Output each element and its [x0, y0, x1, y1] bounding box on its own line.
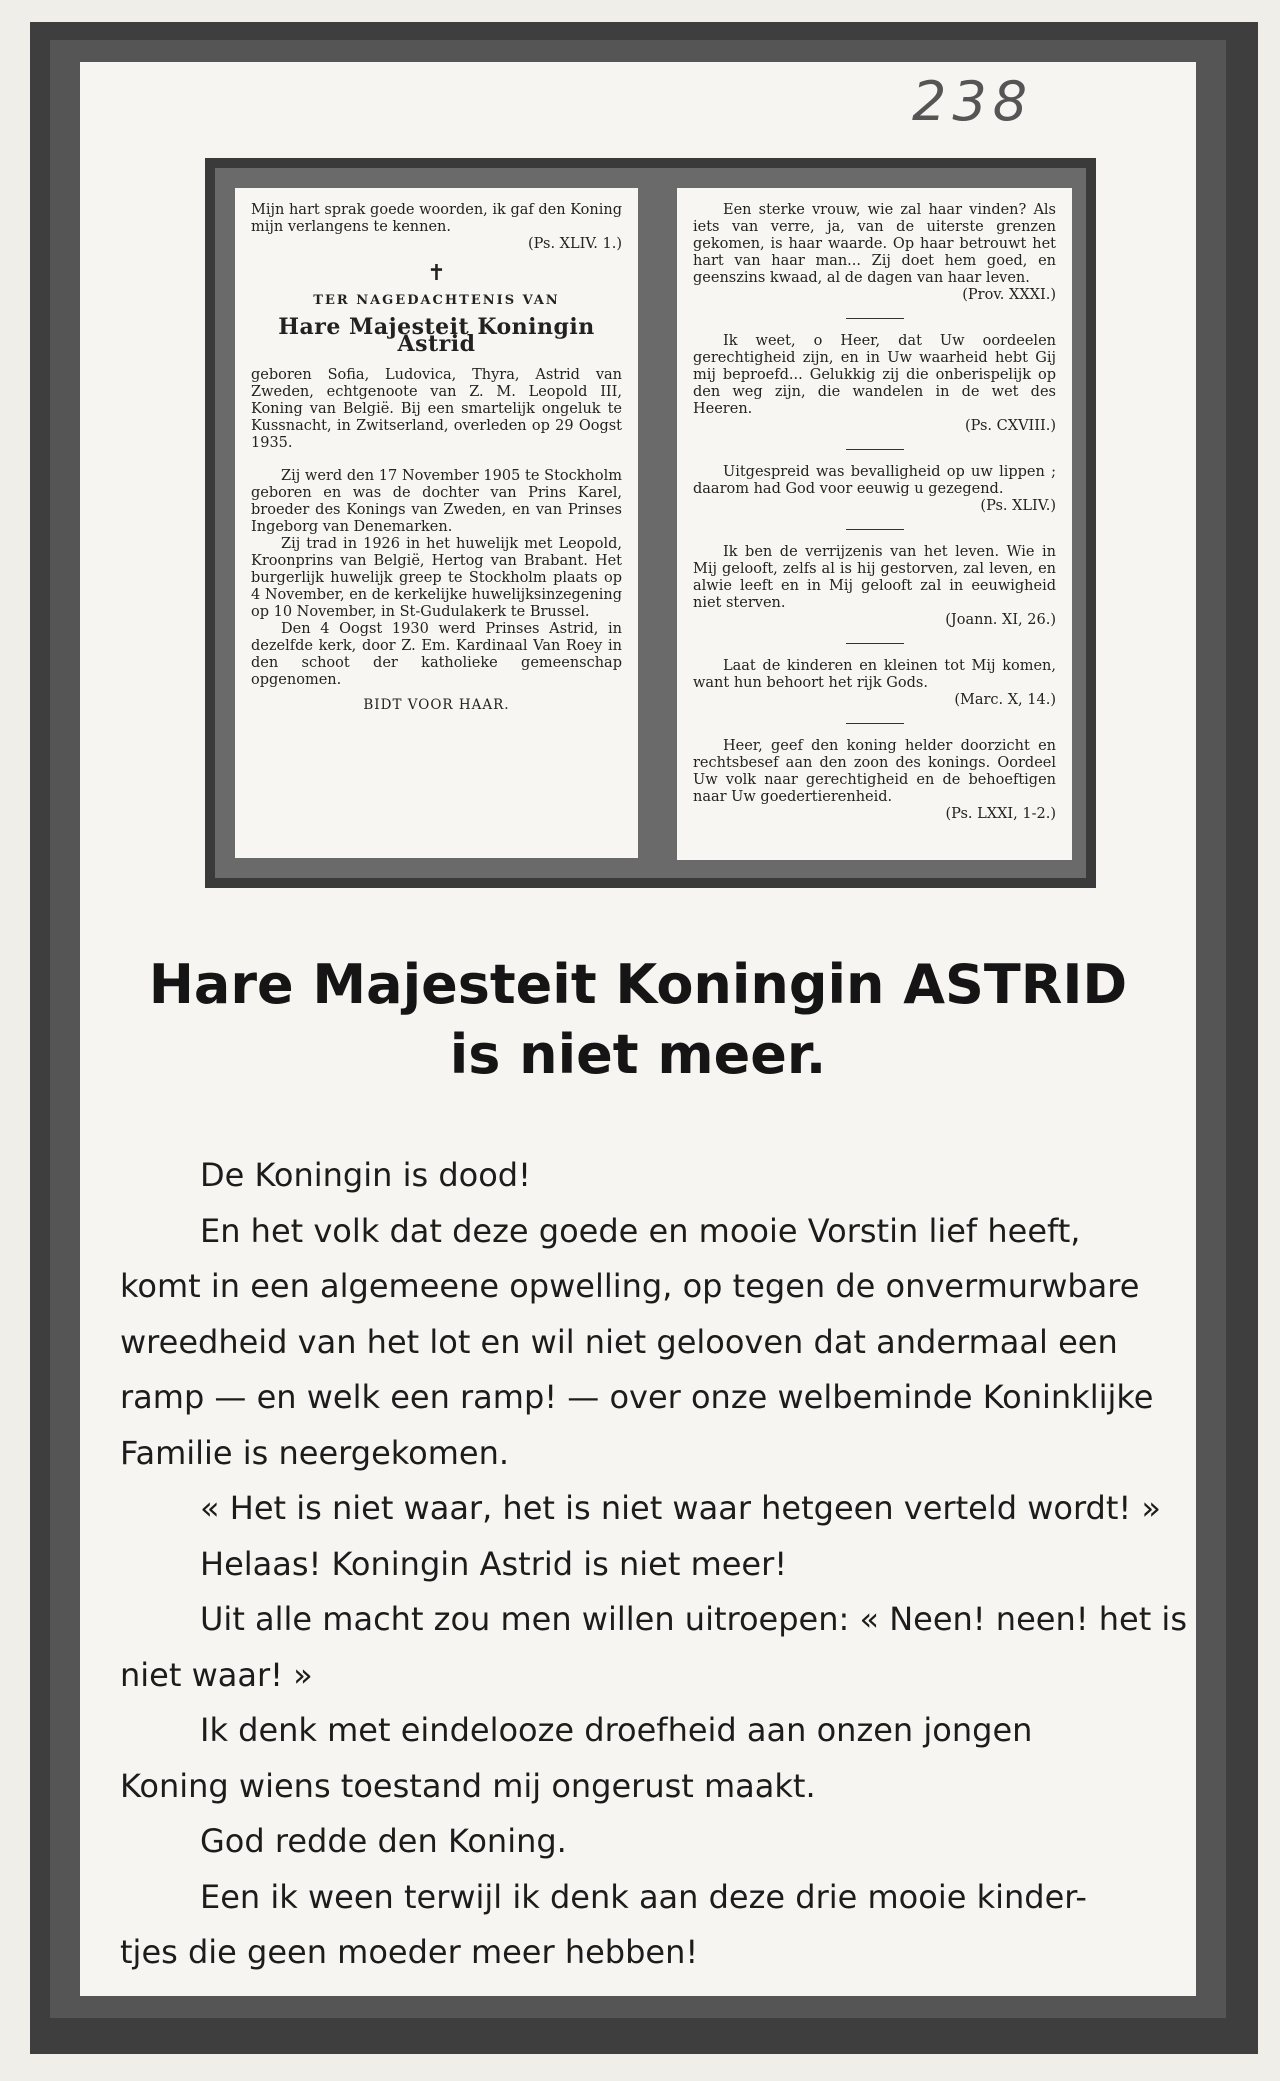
handwritten-text [112, 1148, 1187, 1981]
biography-paragraph: Zij werd den 17 November 1905 te Stockholm geboren en was de dochter van Prins Karel, broeder des Konings van Zweden, en van Prinses Ingeborg van Denemarken. [251, 468, 622, 535]
headline [80, 950, 1196, 1090]
memorial-card-left [235, 188, 638, 858]
hand-line: En het volk dat deze goede en mooie Vorstin lief heeft, [200, 1211, 1081, 1250]
birth-paragraph: geboren Sofia, Ludovica, Thyra, Astrid van Zweden, echtgenoote van Z. M. Leopold III, Koning van België. Bij een smartelijk ongeluk te Kussnacht, in Zwitserland, overleden op 29 Oogst 1935. [251, 367, 622, 451]
memorial-card-right [677, 188, 1072, 860]
epigraph: Mijn hart sprak goede woorden, ik gaf den Koning mijn verlangens te kennen. [251, 202, 622, 235]
divider [846, 643, 904, 644]
queen-name: Hare Majesteit Koningin Astrid [278, 314, 595, 357]
page-number: 238 [912, 70, 1034, 133]
hand-line: Familie is neergekomen. [120, 1433, 510, 1472]
memorial-heading: TER NAGEDACHTENIS VAN [313, 293, 560, 308]
quote-1: Een sterke vrouw, wie zal haar vinden? Als iets van verre, ja, van de uiterste grenzen gekomen, is haar waarde. Op haar betrouwt het hart van haar man... Zij doet hem goed, en geenszins kwaad, al de dagen van haar leven. [693, 202, 1056, 286]
quote-2-ref: (Ps. CXVIII.) [964, 418, 1056, 434]
hand-line: Helaas! Koningin Astrid is niet meer! [200, 1544, 788, 1583]
hand-line: « Het is niet waar, het is niet waar hetgeen verteld wordt! » [200, 1489, 1161, 1527]
divider [846, 318, 904, 319]
quote-5-ref: (Marc. X, 14.) [954, 692, 1056, 708]
hand-line: niet waar! » [120, 1655, 313, 1694]
hand-line: God redde den Koning. [200, 1822, 567, 1860]
quote-6: Heer, geef den koning helder doorzicht en rechtsbesef aan den zoon des konings. Oordeel Uw volk naar gerechtigheid en de behoeftigen naar Uw goedertierenheid. [693, 738, 1056, 805]
epigraph-ref: (Ps. XLIV. 1.) [527, 236, 622, 252]
hand-line: Een ik ween terwijl ik denk aan deze drie mooie kinder- [200, 1877, 1087, 1916]
hand-line: Koning wiens toestand mij ongerust maakt. [120, 1766, 816, 1805]
hand-line: Ik denk met eindelooze droefheid aan onzen jongen [200, 1711, 1033, 1749]
quote-1-ref: (Prov. XXXI.) [962, 287, 1056, 303]
cross-icon: ✝ [427, 261, 446, 286]
closing-prayer: BIDT VOOR HAAR. [363, 697, 510, 713]
quote-6-ref: (Ps. LXXI, 1-2.) [945, 806, 1056, 822]
headline-line-1: Hare Majesteit Koningin ASTRID [148, 953, 1128, 1016]
divider [846, 449, 904, 450]
conversion-paragraph: Den 4 Oogst 1930 werd Prinses Astrid, in dezelfde kerk, door Z. Em. Kardinaal Van Roey in den schoot der katholieke gemeenschap opgenomen. [251, 621, 622, 688]
headline-line-2: is niet meer. [449, 1023, 827, 1086]
quote-4-ref: (Joann. XI, 26.) [945, 612, 1056, 628]
quote-3-ref: (Ps. XLIV.) [980, 498, 1056, 514]
quote-4: Ik ben de verrijzenis van het leven. Wie in Mij gelooft, zelfs al is hij gestorven, zal leven, en alwie leeft en in Mij gelooft zal in eeuwigheid niet sterven. [693, 544, 1056, 611]
hand-line: Uit alle macht zou men willen uitroepen: « Neen! neen! het is [200, 1600, 1187, 1638]
marriage-paragraph: Zij trad in 1926 in het huwelijk met Leopold, Kroonprins van België, Hertog van Brabant. Het burgerlijk huwelijk greep te Stockholm plaats op 4 November, en de kerkelijke huwelijksinzegening op 10 November, in St-Gudulakerk te Brussel. [251, 536, 622, 620]
hand-line: wreedheid van het lot en wil niet gelooven dat andermaal een [120, 1322, 1118, 1361]
hand-line: komt in een algemeene opwelling, op tegen de onvermurwbare [120, 1267, 1140, 1305]
divider [846, 723, 904, 724]
hand-line: ramp — en welk een ramp! — over onze welbeminde Koninklijke [120, 1378, 1154, 1416]
quote-5: Laat de kinderen en kleinen tot Mij komen, want hun behoort het rijk Gods. [693, 658, 1056, 691]
divider [846, 529, 904, 530]
hand-line: De Koningin is dood! [200, 1156, 531, 1194]
hand-line: tjes die geen moeder meer hebben! [120, 1933, 699, 1971]
quote-3: Uitgespreid was bevalligheid op uw lippen ; daarom had God voor eeuwig u gezegend. [693, 464, 1056, 497]
quote-2: Ik weet, o Heer, dat Uw oordeelen gerechtigheid zijn, en in Uw waarheid hebt Gij mij beproefd... Gelukkig zij die onberispelijk op den weg zijn, die wandelen in de wet des Heeren. [693, 333, 1056, 417]
